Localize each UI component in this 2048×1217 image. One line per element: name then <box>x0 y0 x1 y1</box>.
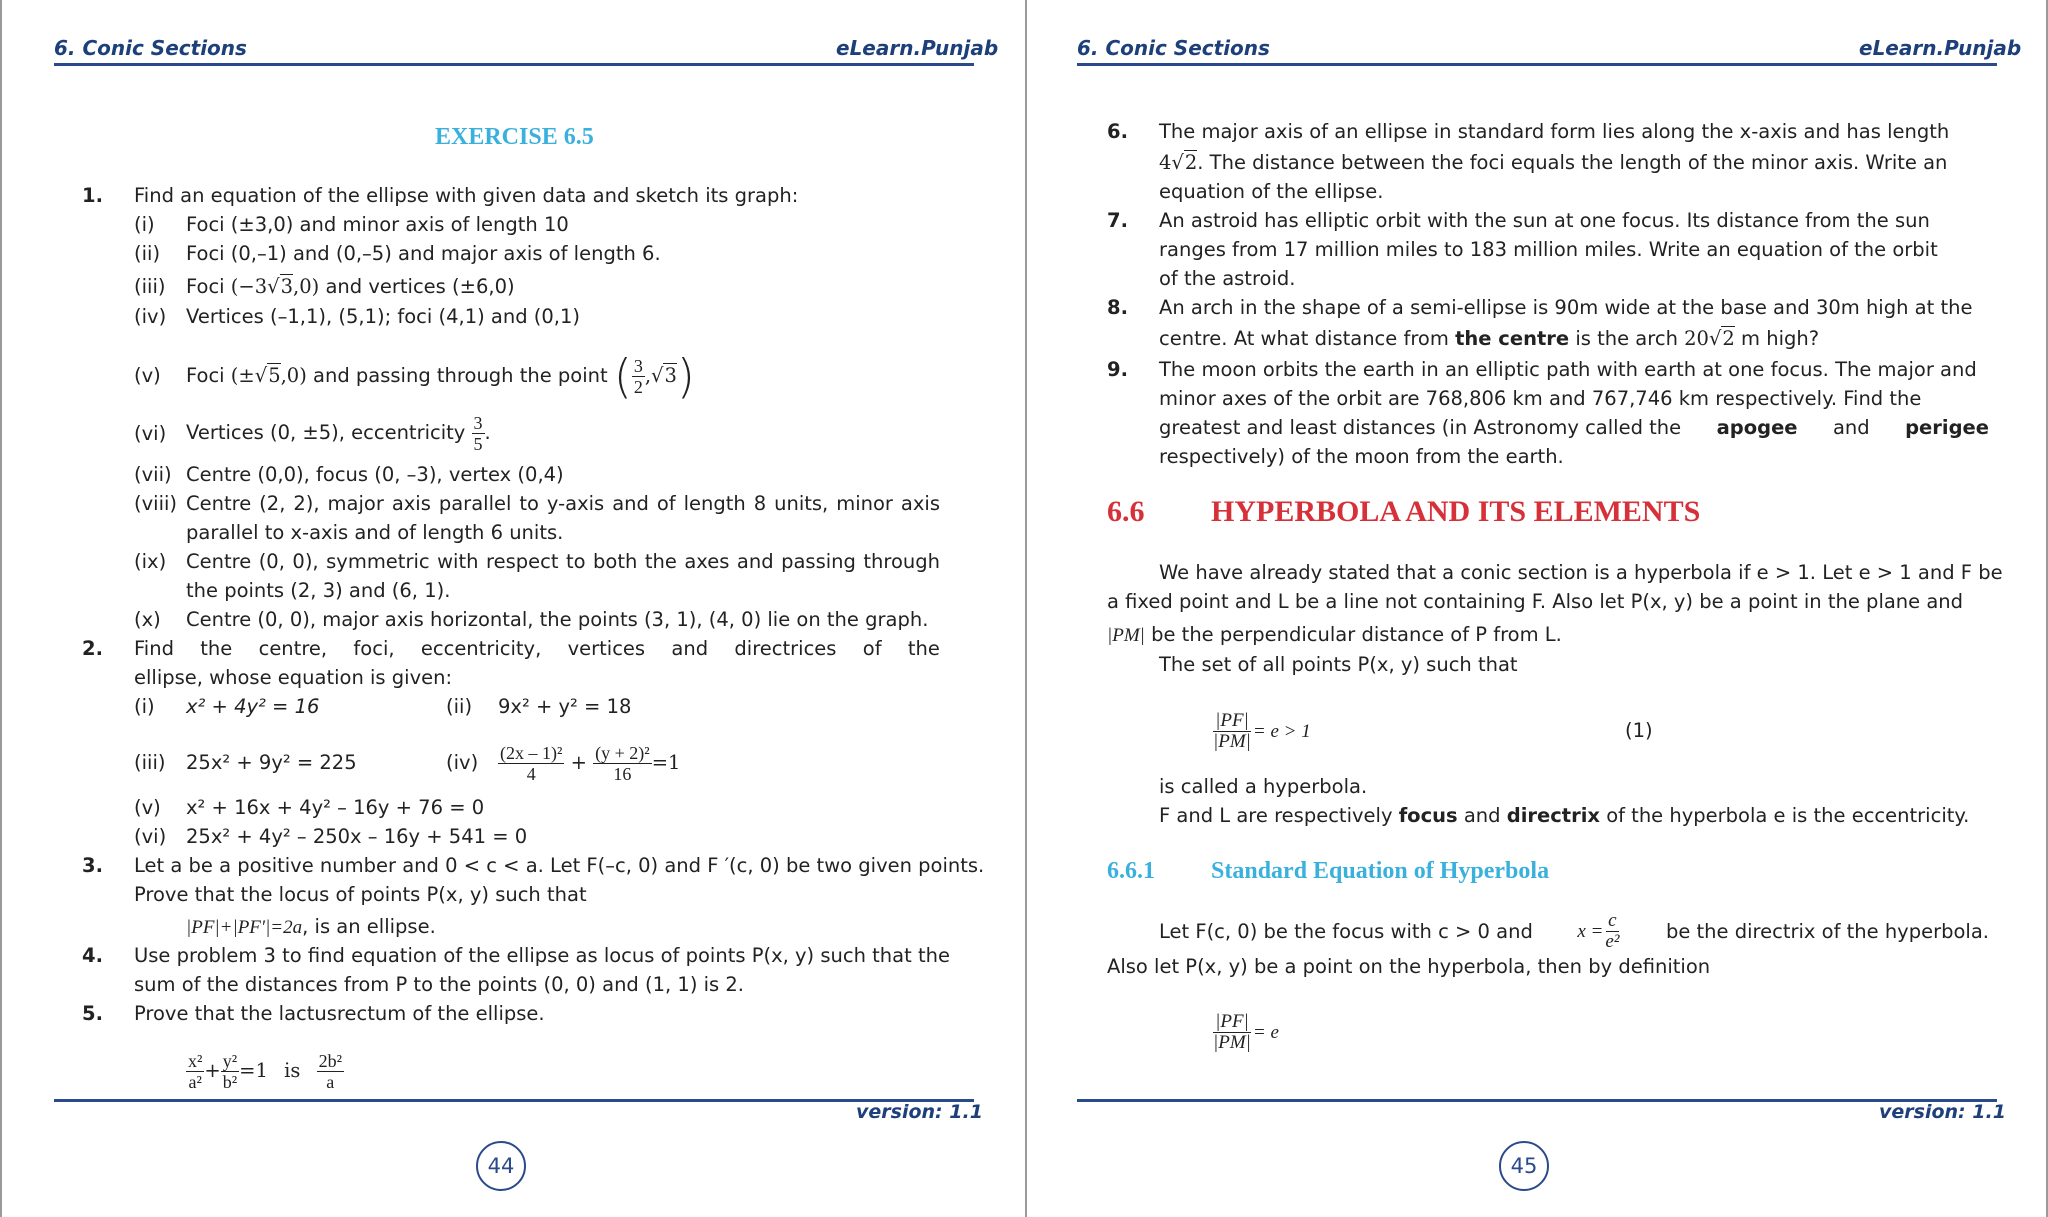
page-right <box>1025 0 2048 1217</box>
q1-ix-line2: the points (2, 3) and (6, 1). <box>186 579 451 602</box>
q1-iii-label: (iii) <box>134 275 166 298</box>
p2-line1: is called a hyperbola. <box>1159 775 1368 798</box>
q1-iv-text: Vertices (–1,1), (5,1); foci (4,1) and (0,1) <box>186 305 581 328</box>
equation-1-tag: (1) <box>1625 719 1653 742</box>
q6-line3: equation of the ellipse. <box>1159 180 1384 203</box>
q3-line2: Prove that the locus of points P(x, y) such that <box>134 883 587 906</box>
q1-v-text: Foci (±√5,0) and passing through the point ( $\frac{3}{2}$ ,√3) <box>186 349 695 404</box>
q1-iv-label: (iv) <box>134 305 167 328</box>
equation-1: $\frac{|PF|}{|PM|}$ = e > 1 <box>1213 710 1311 752</box>
q2-line2: ellipse, whose equation is given: <box>134 666 453 689</box>
q8-line2: centre. At what distance from the centre is the arch 20√2 m high? <box>1159 327 1820 350</box>
q1-viii-line1: Centre (2, 2), major axis parallel to y-axis and of length 8 units, minor axis <box>186 492 940 515</box>
q9-number: 9. <box>1107 358 1128 381</box>
q4-number: 4. <box>82 944 103 967</box>
q6-line1: The major axis of an ellipse in standard form lies along the x-axis and has length <box>1159 120 1950 143</box>
q4-line2: sum of the distances from P to the points (0, 0) and (1, 1) is 2. <box>134 973 745 996</box>
q2-word: foci, <box>353 637 395 660</box>
p1-line3: |PM| be the perpendicular distance of P from L. <box>1107 623 1562 646</box>
subsection-number: 6.6.1 <box>1107 858 1155 884</box>
brand-header: eLearn.Punjab <box>836 36 999 60</box>
q9-line1: The moon orbits the earth in an elliptic path with earth at one focus. The major and <box>1159 358 1977 381</box>
q5-equation: $\frac{\text{x²}}{\text{a²}}$ + $\frac{\text{y²}}{\text{b²}}$ =1 is $\frac{\text{2b²}}{a}$ <box>188 1051 342 1092</box>
q1-ii-text: Foci (0,–1) and (0,–5) and major axis of length 6. <box>186 242 661 265</box>
equation-2: $\frac{|PF|}{|PM|}$ = e <box>1213 1011 1279 1053</box>
q2-word: the <box>907 637 940 660</box>
q7-line1: An astroid has elliptic orbit with the sun at one focus. Its distance from the sun <box>1159 209 1930 232</box>
q2-vi-text: 25x² + 4y² – 250x – 16y + 541 = 0 <box>186 825 528 848</box>
q1-text: Find an equation of the ellipse with given data and sketch its graph: <box>134 184 799 207</box>
header-rule <box>1077 63 1997 66</box>
subsection-title: Standard Equation of Hyperbola <box>1211 858 1550 884</box>
section-title: HYPERBOLA AND ITS ELEMENTS <box>1211 495 1701 528</box>
q2-word: the <box>200 637 233 660</box>
p2-line2: F and L are respectively focus and directrix of the hyperbola e is the eccentricity. <box>1159 804 1970 827</box>
q1-i-text: Foci (±3,0) and minor axis of length 10 <box>186 213 569 236</box>
q1-vii-text: Centre (0,0), focus (0, –3), vertex (0,4) <box>186 463 564 486</box>
brand-header: eLearn.Punjab <box>1859 36 2022 60</box>
q7-number: 7. <box>1107 209 1128 232</box>
q1-x-text: Centre (0, 0), major axis horizontal, the points (3, 1), (4, 0) lie on the graph. <box>186 608 929 631</box>
q1-i-label: (i) <box>134 213 155 236</box>
q7-line3: of the astroid. <box>1159 267 1296 290</box>
page-number: 45 <box>1499 1141 1549 1191</box>
q2-word: centre, <box>258 637 328 660</box>
q2-iii-text: 25x² + 9y² = 225 <box>186 751 357 774</box>
q6-line2: 4√2. The distance between the foci equals the length of the minor axis. Write an <box>1159 151 1948 174</box>
footer-rule <box>1077 1099 1997 1102</box>
q8-number: 8. <box>1107 296 1128 319</box>
q9-line2: minor axes of the orbit are 768,806 km and 767,746 km respectively. Find the <box>1159 387 1922 410</box>
q2-word: and <box>671 637 709 660</box>
q1-v-label: (v) <box>134 364 161 387</box>
q6-number: 6. <box>1107 120 1128 143</box>
q3-number: 3. <box>82 854 103 877</box>
q1-x-label: (x) <box>134 608 161 631</box>
q2-i-text: x² + 4y² = 16 <box>186 695 320 718</box>
q1-iii-text: Foci (−3√3,0) and vertices (±6,0) <box>186 275 515 298</box>
p3-line1: Let F(c, 0) be the focus with c > 0 and x = $\frac{c}{\text{e²}}$ be the directrix of the hyperbola. <box>1159 910 1989 952</box>
q2-line1 <box>134 634 940 663</box>
q2-iv-equation: $\frac{\text{(2x – 1)²}}{4}$ + $\frac{\text{(y + 2)²}}{16}$ =1 <box>500 743 681 784</box>
q1-viii-label: (viii) <box>134 492 178 515</box>
p1-line4: The set of all points P(x, y) such that <box>1159 653 1518 676</box>
q2-i-label: (i) <box>134 695 155 718</box>
q2-v-label: (v) <box>134 796 161 819</box>
q2-v-text: x² + 16x + 4y² – 16y + 76 = 0 <box>186 796 485 819</box>
page-number: 44 <box>476 1141 526 1191</box>
q9-line4: respectively) of the moon from the earth. <box>1159 445 1564 468</box>
exercise-title: EXERCISE 6.5 <box>435 124 594 150</box>
q2-word: vertices <box>567 637 646 660</box>
q4-line1: Use problem 3 to find equation of the ellipse as locus of points P(x, y) such that the <box>134 944 950 967</box>
version-label: version: 1.1 <box>1879 1101 2006 1123</box>
q7-line2: ranges from 17 million miles to 183 million miles. Write an equation of the orbit <box>1159 238 1938 261</box>
q3-equation: |PF|+|PF′|=2a, is an ellipse. <box>186 915 436 938</box>
section-number: 6.6 <box>1107 495 1145 528</box>
q2-vi-label: (vi) <box>134 825 167 848</box>
q5-text: Prove that the lactusrectum of the ellipse. <box>134 1002 545 1025</box>
q8-line1: An arch in the shape of a semi-ellipse is 90m wide at the base and 30m high at the <box>1159 296 1973 319</box>
q1-vi-text: Vertices (0, ±5), eccentricity $\frac{3}{5}$ . <box>186 413 491 454</box>
q2-word: of <box>862 637 882 660</box>
version-label: version: 1.1 <box>856 1101 983 1123</box>
q9-line3: greatest and least distances (in Astronomy called the apogee and perigee <box>1159 416 1989 439</box>
p1-line1: We have already stated that a conic section is a hyperbola if e > 1. Let e > 1 and F be <box>1159 561 2003 584</box>
q1-viii-line2: parallel to x-axis and of length 6 units. <box>186 521 564 544</box>
q2-word: Find <box>134 637 174 660</box>
chapter-header: 6. Conic Sections <box>1077 36 1270 60</box>
q1-vii-label: (vii) <box>134 463 172 486</box>
q2-word: eccentricity, <box>420 637 542 660</box>
q1-ix-line1: Centre (0, 0), symmetric with respect to both the axes and passing through <box>186 550 940 573</box>
q1-ix-label: (ix) <box>134 550 167 573</box>
q5-number: 5. <box>82 1002 103 1025</box>
q2-ii-label: (ii) <box>446 695 473 718</box>
p1-line2: a fixed point and L be a line not containing F. Also let P(x, y) be a point in the plane and <box>1107 590 1964 613</box>
q2-word: directrices <box>734 637 837 660</box>
chapter-header: 6. Conic Sections <box>54 36 247 60</box>
q1-ii-label: (ii) <box>134 242 161 265</box>
p3-line2: Also let P(x, y) be a point on the hyperbola, then by definition <box>1107 955 1711 978</box>
q3-line1: Let a be a positive number and 0 < c < a. Let F(–c, 0) and F ′(c, 0) be two given points. <box>134 854 985 877</box>
q2-ii-text: 9x² + y² = 18 <box>498 695 632 718</box>
header-rule <box>54 63 974 66</box>
q2-iv-label: (iv) <box>446 751 479 774</box>
q1-number: 1. <box>82 184 103 207</box>
q2-number: 2. <box>82 637 103 660</box>
footer-rule <box>54 1099 974 1102</box>
q2-iii-label: (iii) <box>134 751 166 774</box>
q1-vi-label: (vi) <box>134 422 167 445</box>
